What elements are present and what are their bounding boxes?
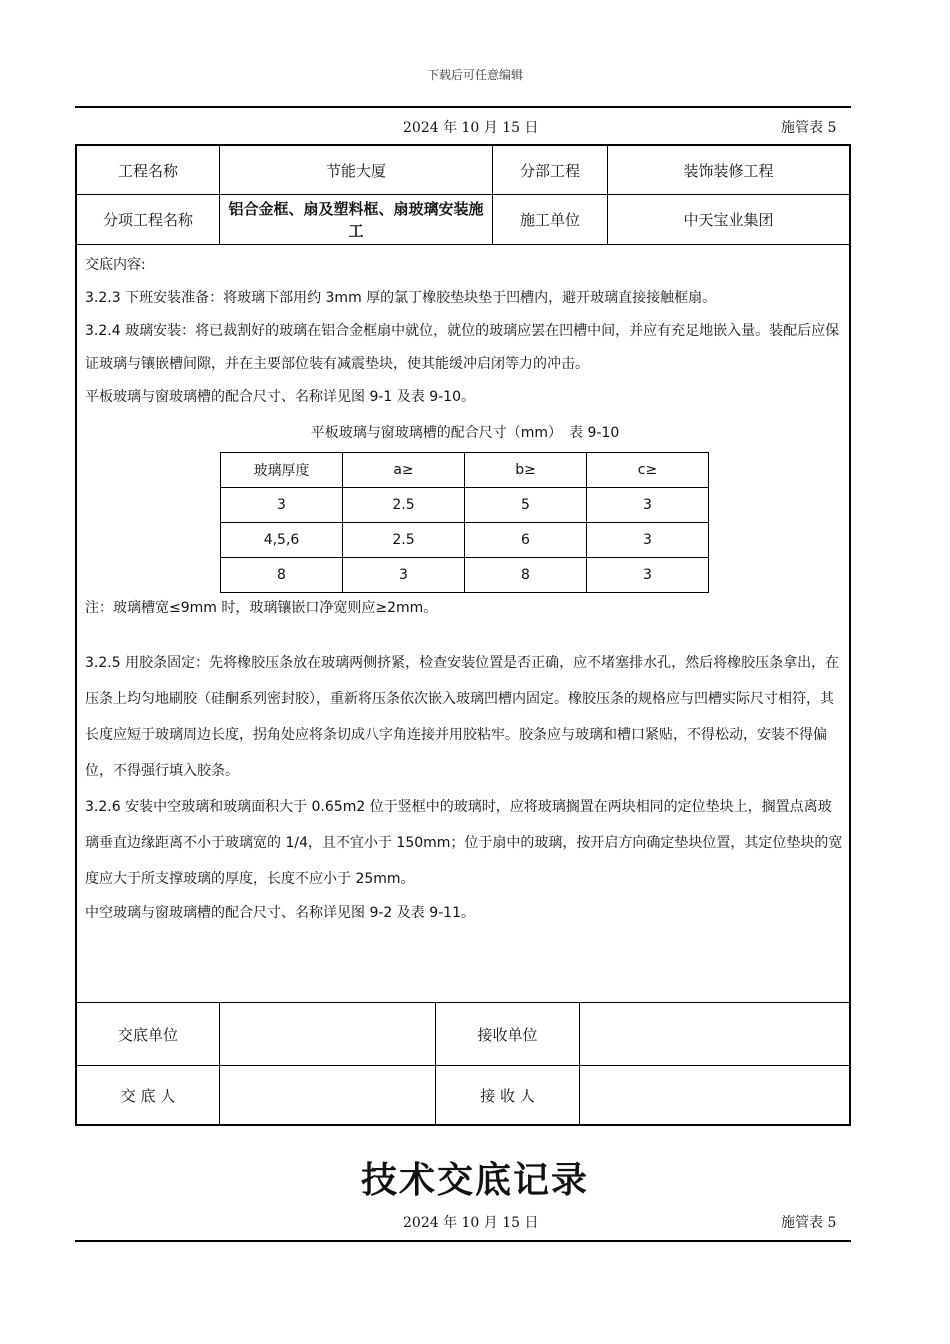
contractor-value: 中天宝业集团	[683, 211, 774, 229]
table-reference-2: 中空玻璃与窗玻璃槽的配合尺寸、名称详见图 9-2 及表 9-11。	[85, 905, 475, 921]
row-divider	[77, 244, 849, 245]
receiver-label: 接 收 人	[480, 1086, 535, 1105]
briefing-content	[85, 249, 843, 414]
table-cell: 3	[587, 523, 709, 558]
subitem-value: 铝合金框、扇及塑料框、扇玻璃安装施工	[228, 199, 484, 240]
header-note: 下载后可任意编辑	[426, 68, 523, 82]
page-title: 技术交底记录	[360, 1160, 589, 1201]
issuer-field[interactable]	[220, 1066, 435, 1124]
contractor-label: 施工单位	[519, 211, 580, 229]
receiver-field[interactable]	[580, 1066, 849, 1124]
glass-slot-table	[220, 452, 709, 593]
table-cell: 5	[465, 488, 587, 523]
bottom-rule	[75, 1240, 851, 1242]
receiver-unit-label: 接收单位	[477, 1025, 538, 1044]
table-note: 注：玻璃槽宽≤9mm 时，玻璃镶嵌口净宽则应≥2mm。	[85, 600, 438, 616]
division-label: 分部工程	[519, 161, 580, 180]
table-header-cell: c≥	[587, 453, 709, 488]
table-cell: 2.5	[343, 523, 465, 558]
paragraph-3-2-3: 3.2.3 下班安装准备：将玻璃下部用约 3mm 厚的氯丁橡胶垫块垫于凹槽内，避开玻璃直接接触框扇。	[85, 290, 717, 306]
receiver-unit-field[interactable]	[580, 1003, 849, 1065]
division-value: 装饰装修工程	[683, 161, 774, 180]
form-number: 施管表 5	[781, 120, 837, 136]
content-heading: 交底内容:	[85, 257, 146, 273]
record-form	[75, 144, 851, 1126]
table-cell: 4,5,6	[221, 523, 343, 558]
project-name-value: 节能大厦	[325, 161, 386, 180]
issuer-label: 交 底 人	[120, 1086, 176, 1105]
table-cell: 8	[221, 558, 343, 593]
paragraph-3-2-4: 3.2.4 玻璃安装：将已裁割好的玻璃在铝合金框扇中就位，就位的玻璃应罢在凹槽中间，并应有充足地嵌入量。装配后应保证玻璃与镶嵌槽间隙，并在主要部位装有减震垫块，使其能缓冲启闭等力的冲击。	[85, 323, 840, 372]
spacer	[85, 625, 843, 645]
subitem-label: 分项工程名称	[102, 211, 193, 229]
paragraph-3-2-6: 3.2.6 安装中空玻璃和玻璃面积大于 0.65m2 位于竖框中的玻璃时，应将玻璃搁置在两块相同的定位垫块上，搁置点离玻璃垂直边缘距离不小于玻璃宽的 1/4，且不宜小于 150mm；位于扇中的玻璃，按开启方向确定垫块位置，其定位垫块的宽度应大于所支撑玻璃的厚度，长度不应小于 25mm。	[85, 799, 843, 887]
form-number-2: 施管表 5	[781, 1215, 837, 1231]
table-header-cell: 玻璃厚度	[221, 453, 343, 488]
table-row	[221, 558, 709, 593]
table-cell: 2.5	[343, 488, 465, 523]
table-cell: 3	[587, 488, 709, 523]
table-cell: 8	[465, 558, 587, 593]
record-date: 2024 年 10 月 15 日	[403, 120, 539, 136]
issuer-unit-label: 交底单位	[117, 1025, 178, 1044]
table-row	[221, 523, 709, 558]
table-cell: 3	[343, 558, 465, 593]
table-header-cell: a≥	[343, 453, 465, 488]
table-cell: 6	[465, 523, 587, 558]
project-name-label: 工程名称	[117, 161, 178, 180]
table-header-cell: b≥	[465, 453, 587, 488]
top-rule	[75, 106, 851, 108]
issuer-unit-field[interactable]	[220, 1003, 435, 1065]
record-date-2: 2024 年 10 月 15 日	[403, 1215, 539, 1231]
table-reference: 平板玻璃与窗玻璃槽的配合尺寸、名称详见图 9-1 及表 9-10。	[85, 389, 475, 405]
table-header-row	[221, 453, 709, 488]
table-cell: 3	[221, 488, 343, 523]
table-cell: 3	[587, 558, 709, 593]
briefing-content-continued	[85, 592, 843, 930]
table-row	[221, 488, 709, 523]
paragraph-3-2-5: 3.2.5 用胶条固定：先将橡胶压条放在玻璃两侧挤紧，检查安装位置是否正确，应不堵塞排水孔，然后将橡胶压条拿出，在压条上均匀地刷胶（硅酮系列密封胶），重新将压条依次嵌入玻璃凹槽内固定。橡胶压条的规格应与凹槽实际尺寸相符，其长度应短于玻璃周边长度，拐角处应将条切成八字角连接并用胶粘牢。胶条应与玻璃和槽口紧贴，不得松动，安装不得偏位，不得强行填入胶条。	[85, 655, 840, 779]
table-caption: 平板玻璃与窗玻璃槽的配合尺寸（mm） 表 9-10	[310, 425, 620, 441]
